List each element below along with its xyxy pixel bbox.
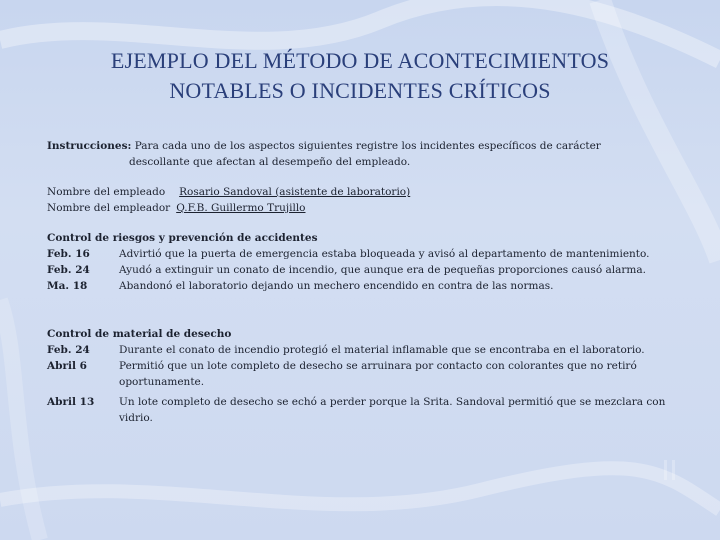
entry-text: Durante el conato de incendio protegió el material inflamable que se encontraba en el laboratorio.: [119, 344, 645, 356]
entry-date: Abril 6: [47, 360, 87, 372]
entry-text: Ayudó a extinguir un conato de incendio, que aunque era de pequeñas proporciones causó alarma.: [119, 264, 646, 276]
list-item: [47, 394, 677, 426]
entry-date: Feb. 24: [47, 264, 90, 276]
title-line-1: EJEMPLO DEL MÉTODO DE ACONTECIMIENTOS: [110, 48, 610, 73]
employee-name-line: [47, 184, 677, 200]
list-item: [47, 246, 677, 262]
list-item: [47, 358, 677, 390]
entry-text: Advirtió que la puerta de emergencia estaba bloqueada y avisó al departamento de mantenimiento.: [119, 248, 650, 260]
instructions-text-2: descollante que afectan al desempeño del empleado.: [129, 156, 411, 168]
section-risk-control: [47, 230, 677, 294]
entry-text: Permitió que un lote completo de desecho se arruinara por contacto con colorantes que no retiró oportunamente.: [119, 360, 637, 388]
instructions-label: Instrucciones:: [47, 140, 132, 152]
entry-date: Abril 13: [47, 396, 95, 408]
employer-name: Q.F.B. Guillermo Trujillo: [176, 202, 306, 214]
section-title: Control de riesgos y prevención de accidentes: [47, 232, 318, 244]
employee-name: Rosario Sandoval (asistente de laboratorio): [179, 186, 411, 198]
instructions-text-1: Para cada uno de los aspectos siguientes registre los incidentes específicos de carácter: [134, 140, 601, 152]
employee-label: Nombre del empleado: [47, 186, 166, 198]
employer-name-line: [47, 200, 677, 216]
corner-decoration-icon: [662, 458, 680, 482]
list-item: [47, 262, 677, 278]
list-item: [47, 342, 677, 358]
entry-date: Feb. 16: [47, 248, 90, 260]
entry-text: Abandonó el laboratorio dejando un mechero encendido en contra de las normas.: [119, 280, 554, 292]
document-body: [47, 138, 677, 426]
title-line-2: NOTABLES O INCIDENTES CRÍTICOS: [169, 78, 551, 103]
entry-date: Ma. 18: [47, 280, 88, 292]
section-waste-control: [47, 326, 677, 426]
page-title: [0, 46, 720, 106]
instructions: [47, 138, 677, 154]
section-title: Control de material de desecho: [47, 328, 232, 340]
entry-text: Un lote completo de desecho se echó a perder porque la Srita. Sandoval permitió que se mezclara con vidrio.: [119, 396, 666, 424]
list-item: [47, 278, 677, 294]
employer-label: Nombre del empleador: [47, 202, 171, 214]
entry-date: Feb. 24: [47, 344, 90, 356]
